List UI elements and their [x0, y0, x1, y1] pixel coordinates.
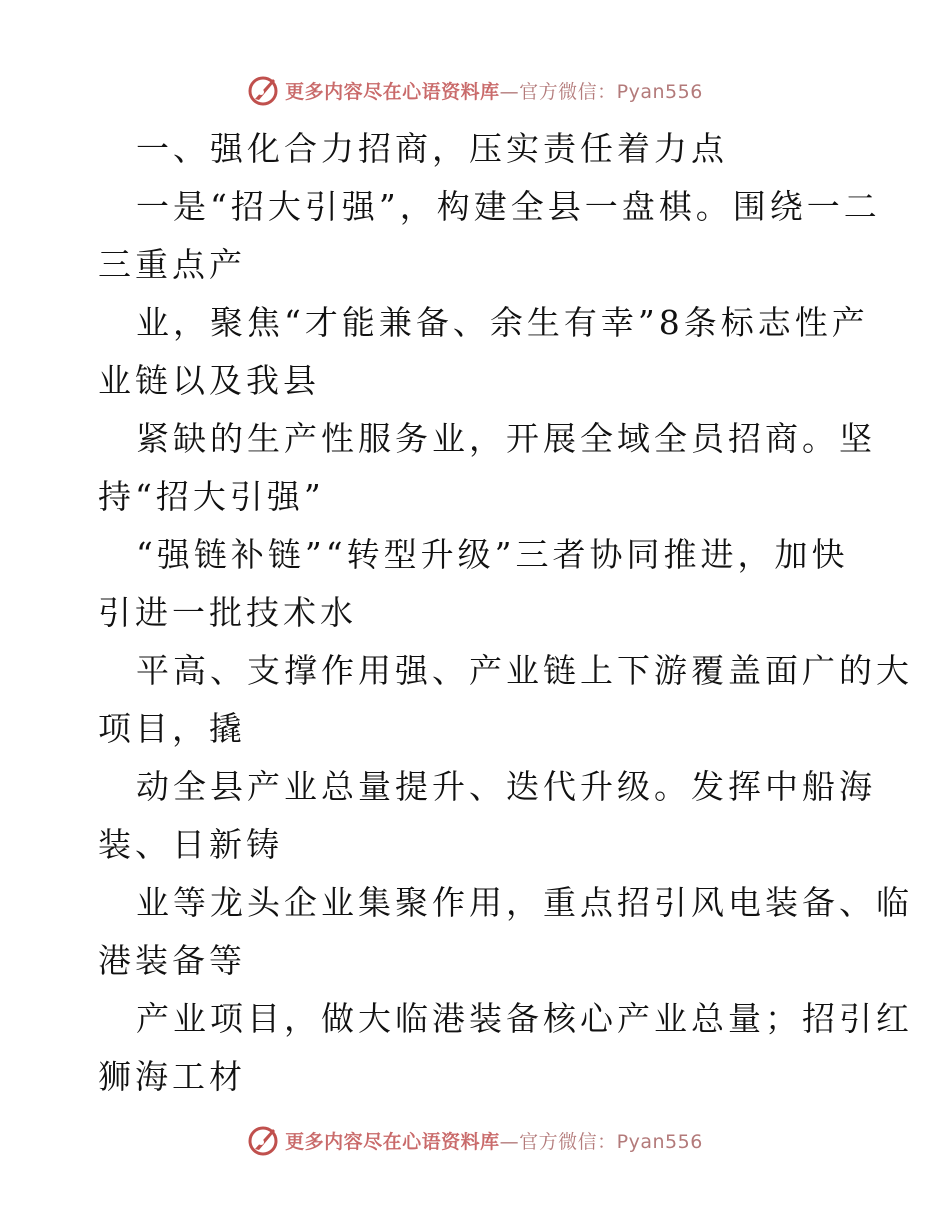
- body-line: 装、日新铸: [98, 825, 283, 864]
- body-line: 紧缺的生产性服务业，开展全域全员招商。坚: [136, 419, 876, 458]
- body-line: 持“招大引强”: [98, 477, 325, 516]
- body-line: 项目，撬: [98, 709, 246, 748]
- footer-banner-sub: —官方微信：Pyan556: [499, 1130, 703, 1153]
- quill-logo-icon: [247, 73, 281, 107]
- footer-banner-main: 更多内容尽在心语资料库: [285, 1130, 500, 1153]
- body-line: 动全县产业总量提升、迭代升级。发挥中船海: [136, 767, 876, 806]
- body-line: 引进一批技术水: [98, 593, 357, 632]
- body-line: 平高、支撑作用强、产业链上下游覆盖面广的大: [136, 651, 913, 690]
- body-line: 一、强化合力招商，压实责任着力点: [136, 129, 728, 168]
- body-line: “强链补链”“转型升级”三者协同推进，加快: [136, 535, 849, 574]
- body-line: 业，聚焦“才能兼备、余生有幸”8条标志性产: [136, 303, 869, 342]
- document-body: [98, 120, 913, 1106]
- header-banner-sub: —官方微信：Pyan556: [499, 80, 703, 103]
- body-line: 一是“招大引强”，构建全县一盘棋。围绕一二: [136, 187, 881, 226]
- body-line: 三重点产: [98, 245, 246, 284]
- body-line: 狮海工材: [98, 1057, 246, 1096]
- quill-logo-icon: [247, 1123, 281, 1157]
- body-line: 业等龙头企业集聚作用，重点招引风电装备、临: [136, 883, 913, 922]
- header-banner: [0, 70, 950, 110]
- body-line: 产业项目，做大临港装备核心产业总量；招引红: [136, 999, 913, 1038]
- body-line: 港装备等: [98, 941, 246, 980]
- body-line: 业链以及我县: [98, 361, 320, 400]
- header-banner-main: 更多内容尽在心语资料库: [285, 80, 500, 103]
- footer-banner: [0, 1120, 950, 1160]
